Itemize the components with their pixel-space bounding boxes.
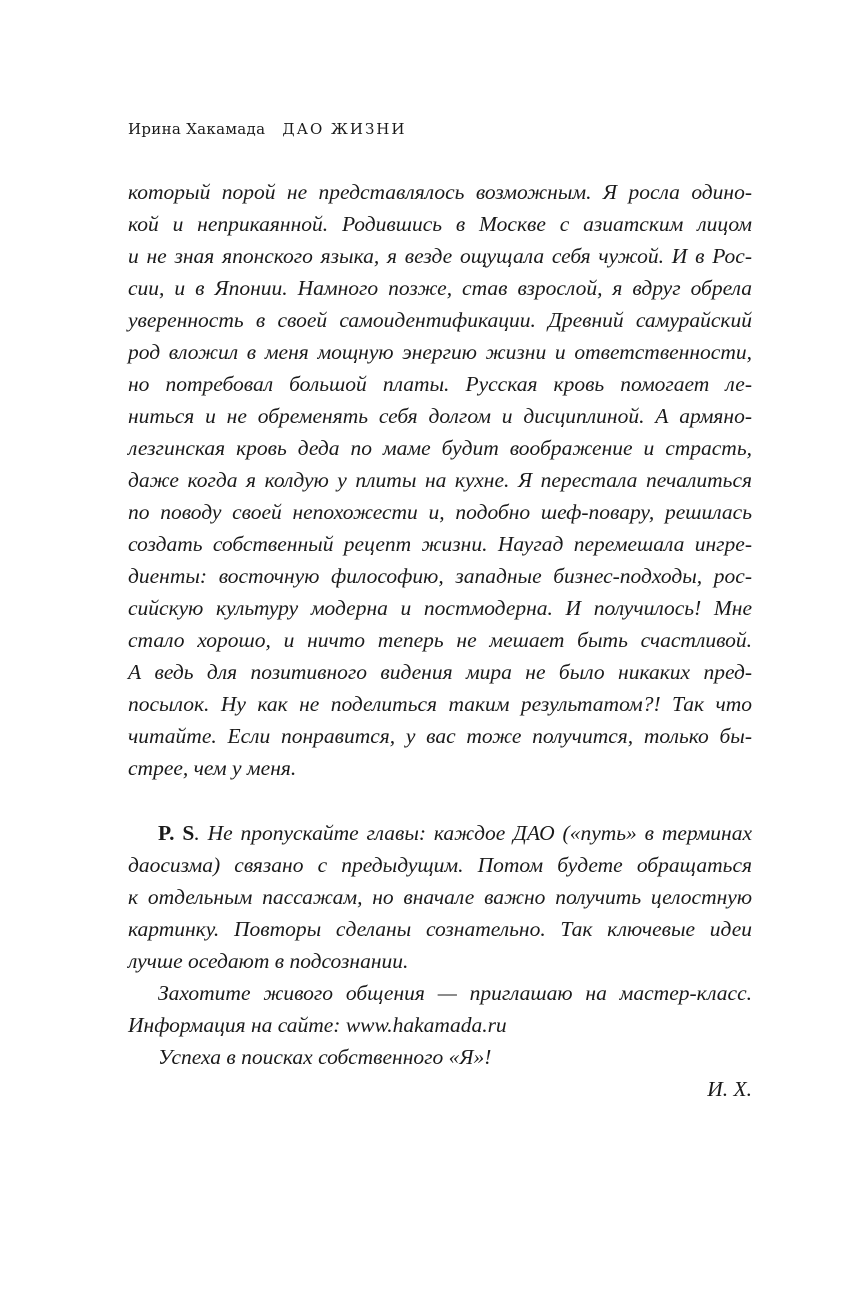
ps-first-line-text: . Не пропускайте главы: каждое ДАО («путь» в терминах [194, 821, 752, 845]
text-line: который порой не представлялось возможным. Я росла одино- [128, 180, 752, 204]
text-line: лучше оседают в подсознании. [128, 949, 409, 973]
text-line: создать собственный рецепт жизни. Наугад перемешала ингре- [128, 532, 752, 556]
paragraph-gap [128, 784, 752, 817]
invite-line: Захотите живого общения — приглашаю на мастер-класс. [158, 981, 752, 1005]
text-line: к отдельным пассажам, но вначале важно получить целостную [128, 885, 752, 909]
text-line: картинку. Повторы сделаны сознательно. Так ключевые идеи [128, 917, 752, 941]
running-head-author: Ирина Хакамада [128, 120, 266, 138]
text-line: лезгинская кровь деда по маме будит воображение и страсть, [128, 436, 752, 460]
text-line: диенты: восточную философию, западные бизнес-подходы, рос- [128, 564, 752, 588]
main-paragraph [128, 176, 752, 784]
body-text [128, 176, 752, 1105]
running-head-book-title: ДАО ЖИЗНИ [282, 120, 407, 138]
text-line: сии, и в Японии. Намного позже, став взрослой, я вдруг обрела [128, 276, 752, 300]
wish-line: Успеха в поисках собственного «Я»! [158, 1045, 492, 1069]
text-line: род вложил в меня мощную энергию жизни и ответственности, [128, 340, 752, 364]
text-line: посылок. Ну как не поделиться таким результатом?! Так что [128, 692, 752, 716]
text-line: А ведь для позитивного видения мира не было никаких пред- [128, 660, 752, 684]
text-line: читайте. Если понравится, у вас тоже получится, только бы- [128, 724, 752, 748]
text-line: уверенность в своей самоидентификации. Древний самурайский [128, 308, 752, 332]
text-line: стало хорошо, и ничто теперь не мешает быть счастливой. [128, 628, 752, 652]
text-line: даже когда я колдую у плиты на кухне. Я перестала печалиться [128, 468, 752, 492]
text-line: стрее, чем у меня. [128, 756, 297, 780]
website-line: Информация на сайте: www.hakamada.ru [128, 1013, 507, 1037]
text-line: и не зная японского языка, я везде ощущала себя чужой. И в Рос- [128, 244, 752, 268]
running-head [128, 120, 406, 138]
postscript-first-line [128, 817, 752, 849]
text-line: кой и неприкаянной. Родившись в Москве с азиатским лицом [128, 212, 752, 236]
signature: И. Х. [707, 1077, 752, 1101]
ps-label: P. S [158, 821, 195, 845]
text-line: но потребовал большой платы. Русская кровь помогает ле- [128, 372, 752, 396]
text-line: сийскую культуру модерна и постмодерна. И получилось! Мне [128, 596, 752, 620]
text-line: по поводу своей непохожести и, подобно шеф-повару, решилась [128, 500, 752, 524]
text-line: даосизма) связано с предыдущим. Потом будете обращаться [128, 853, 752, 877]
text-line: ниться и не обременять себя долгом и дисциплиной. А армяно- [128, 404, 752, 428]
postscript [128, 817, 752, 1105]
